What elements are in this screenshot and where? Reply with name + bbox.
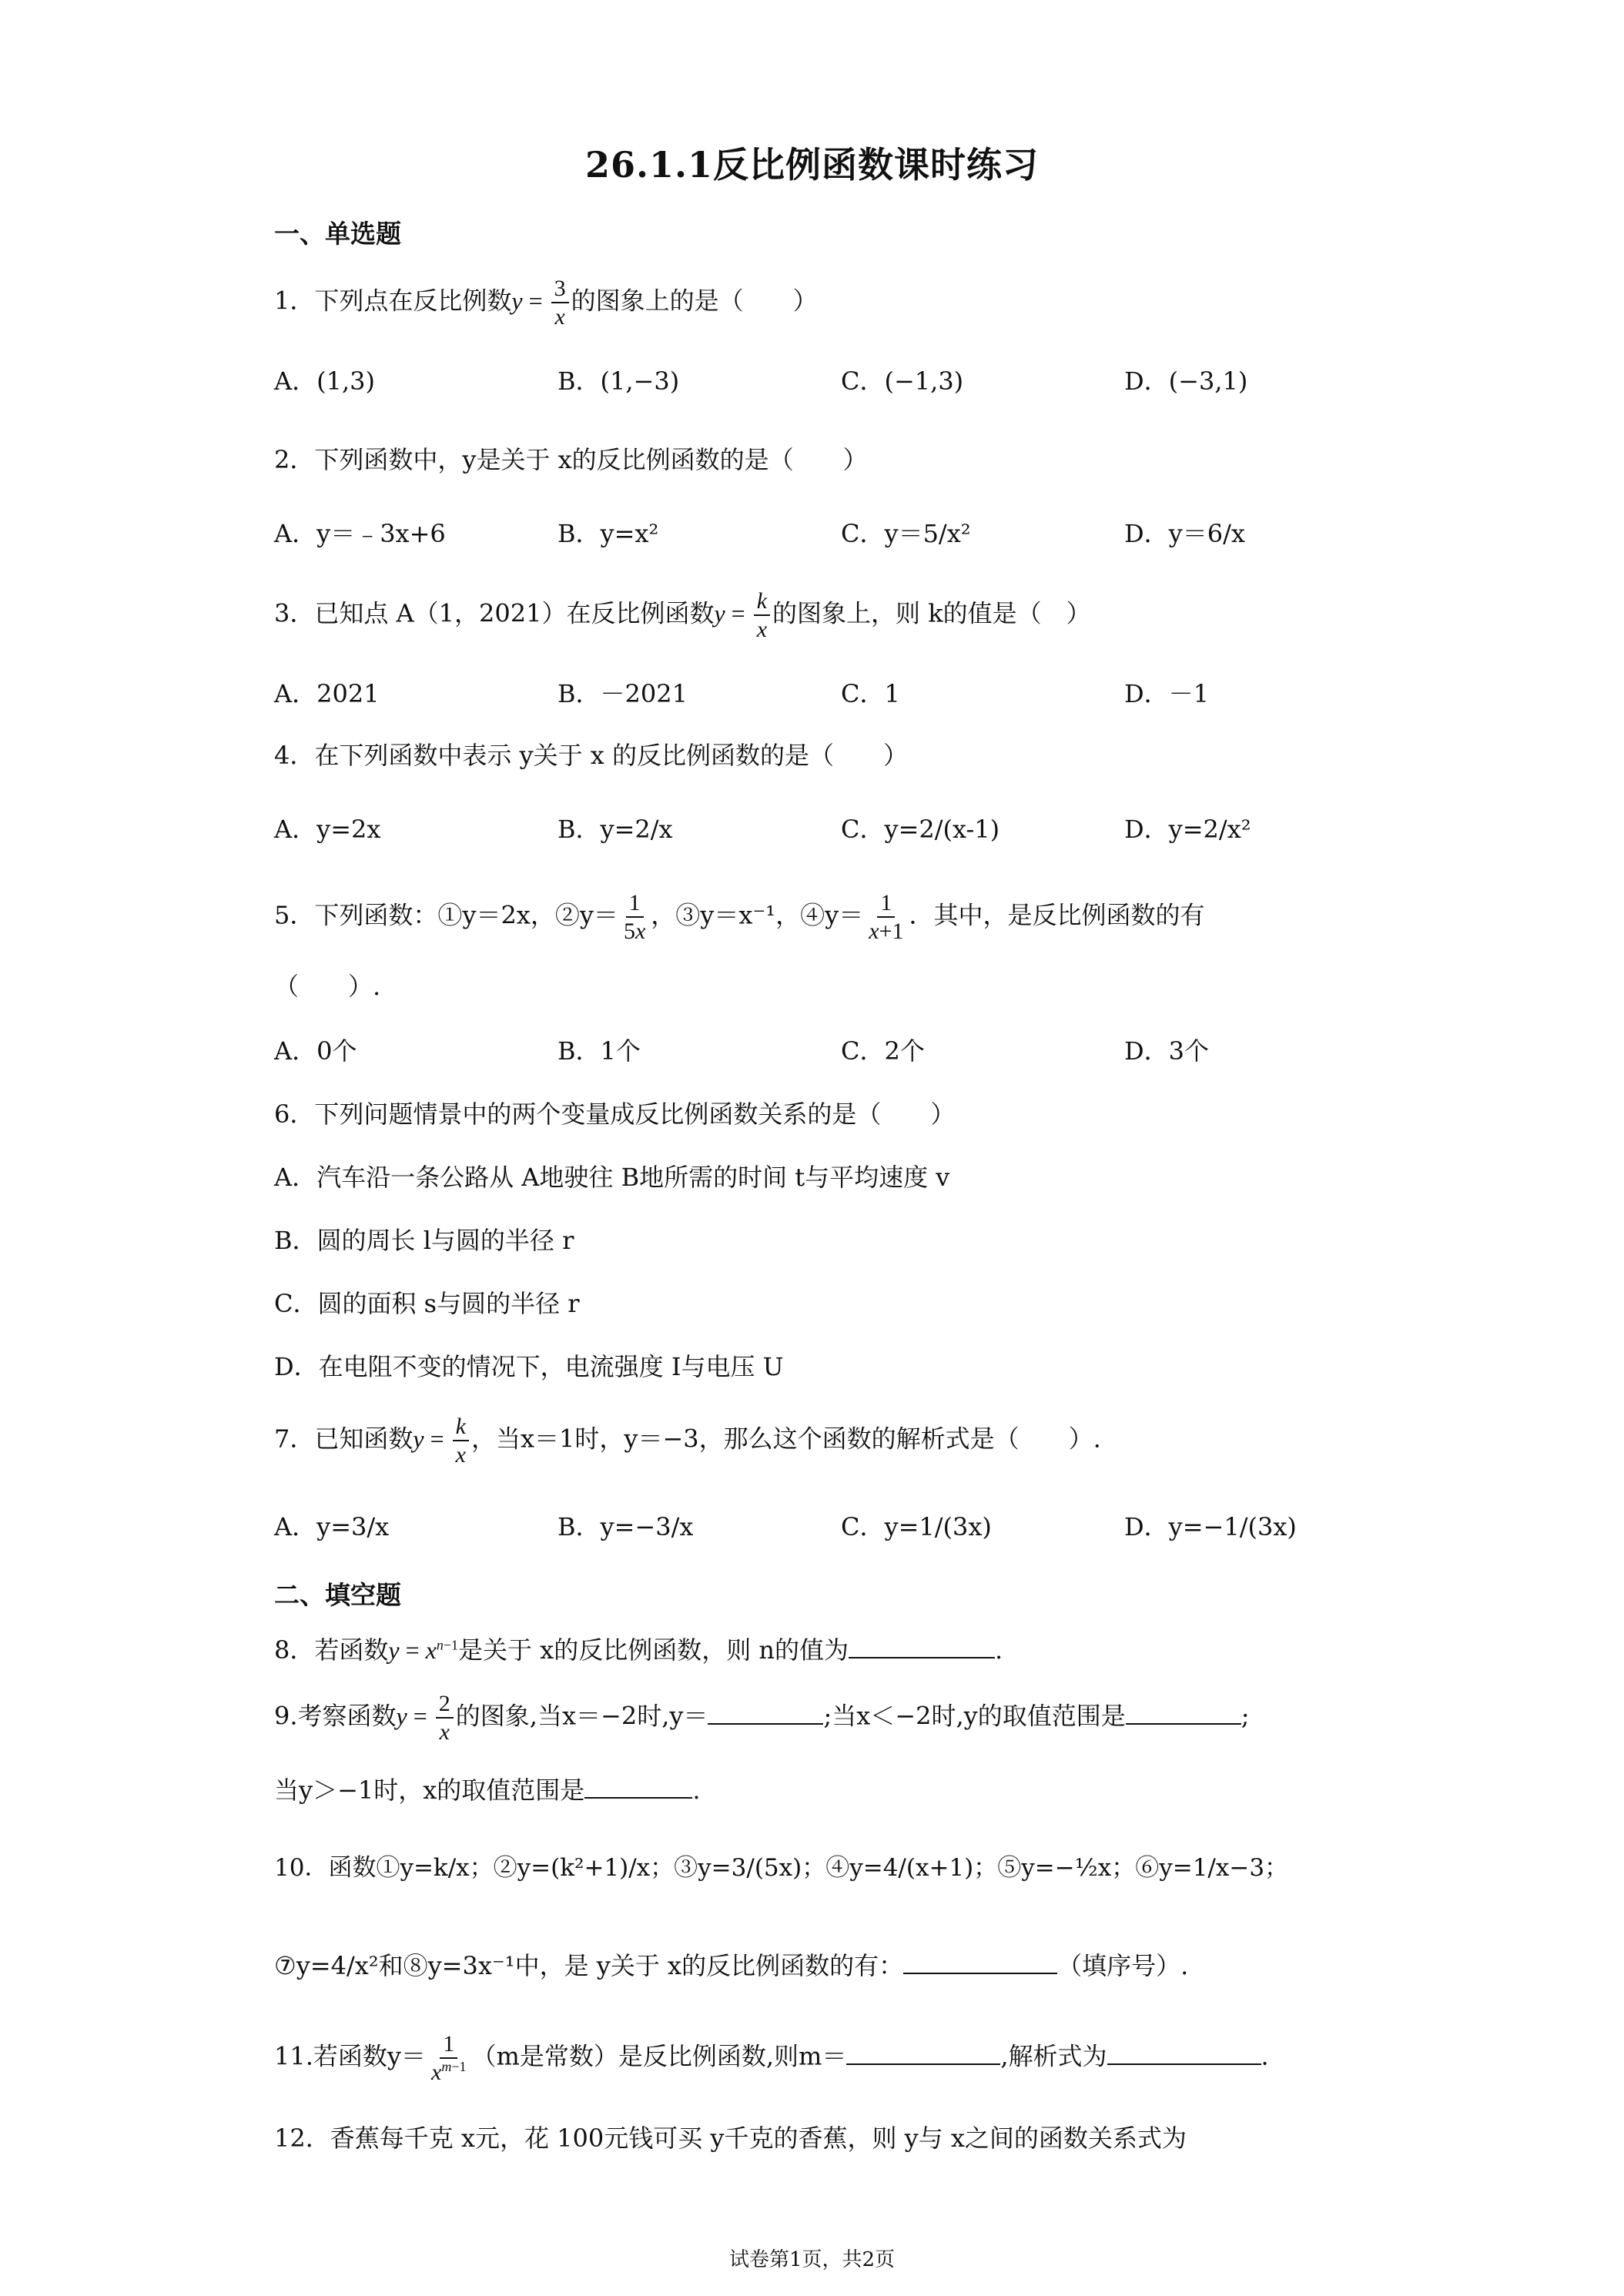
question-4: 4．在下列函数中表示 y关于 x 的反比例函数的是（ ） (274, 741, 909, 770)
q3-option-d[interactable]: D．－1 (1124, 679, 1210, 708)
q2-option-d[interactable]: D．y＝6/x (1124, 519, 1245, 548)
answer-blank[interactable] (1126, 1723, 1241, 1725)
answer-blank[interactable] (903, 1973, 1057, 1974)
q6-option-d[interactable]: D．在电阻不变的情况下，电流强度 I与电压 U (274, 1352, 784, 1381)
section-heading-single-choice: 一、单选题 (274, 219, 401, 249)
q1-option-a[interactable]: A．(1,3) (274, 366, 375, 396)
question-1-text-before: 1．下列点在反比例数 (274, 286, 512, 316)
question-8-end: . (995, 1635, 1003, 1665)
question-9-text-before: 9.考察函数 (274, 1701, 397, 1731)
q7-option-a[interactable]: A．y=3/x (274, 1512, 390, 1541)
question-7-text-mid: ，当x＝1时，y＝−3，那么这个函数的解析式是（ ）. (470, 1424, 1101, 1454)
question-5-text-after: ．其中，是反比例函数的有 (909, 900, 1205, 930)
question-9-line2-text: 当y＞−1时，x的取值范围是 (274, 1776, 585, 1805)
question-9: 9.考察函数y = $\frac{2}{x}$ 的图象,当x＝−2时,y＝ ;当x＜−2时,y的取值范围是 ; (274, 1691, 1250, 1745)
q7-option-b[interactable]: B．y=−3/x (558, 1512, 694, 1541)
q3-option-b[interactable]: B．－2021 (558, 679, 688, 708)
question-9-line2 (274, 1771, 700, 1806)
q6-option-b[interactable]: B．圆的周长 l与圆的半径 r (274, 1226, 574, 1255)
q5-option-c[interactable]: C．2个 (841, 1036, 925, 1066)
question-2: 2．下列函数中，y是关于 x的反比例函数的是（ ） (274, 445, 868, 474)
q5-option-a[interactable]: A．0个 (274, 1036, 357, 1066)
answer-blank[interactable] (846, 2063, 1000, 2065)
question-10-line2-after: （填序号）. (1057, 1951, 1189, 1980)
q5-option-b[interactable]: B．1个 (558, 1036, 641, 1066)
question-11: 11.若函数y＝ $\frac{1}{x^{m-1}}$ （m是常数）是反比例函数,则m＝ ,解析式为 . (274, 2031, 1269, 2085)
question-11-text-mid2: ,解析式为 (1000, 2041, 1107, 2071)
page-title: 26.1.1反比例函数课时练习 (584, 144, 1040, 186)
question-3-text-after: 的图象上，则 k的值是（ ） (772, 598, 1091, 628)
q5-option-d[interactable]: D．3个 (1124, 1036, 1210, 1066)
question-9-text-mid1: 的图象,当x＝−2时,y＝ (455, 1701, 708, 1731)
question-10-line2 (274, 1946, 1188, 1982)
question-8-text-after: 是关于 x的反比例函数，则 n的值为 (457, 1635, 849, 1665)
question-11-end: . (1261, 2041, 1269, 2071)
question-9-text-mid2: ;当x＜−2时,y的取值范围是 (823, 1701, 1126, 1731)
q2-option-c[interactable]: C．y＝5/x² (841, 519, 971, 548)
answer-blank[interactable] (849, 1657, 995, 1658)
q1-option-b[interactable]: B．(1,−3) (558, 366, 680, 396)
q4-option-b[interactable]: B．y=2/x (558, 815, 673, 844)
question-9-line2-end: . (692, 1776, 701, 1805)
q7-option-d[interactable]: D．y=−1/(3x) (1124, 1512, 1297, 1541)
question-11-text-before: 11.若函数y＝ (274, 2041, 426, 2071)
question-5-line2: （ ）. (274, 972, 381, 1001)
q2-option-a[interactable]: A．y＝﹣3x+6 (274, 519, 446, 548)
q4-option-d[interactable]: D．y=2/x² (1124, 815, 1251, 844)
answer-blank[interactable] (1107, 2063, 1261, 2065)
q7-option-c[interactable]: C．y=1/(3x) (841, 1512, 992, 1541)
answer-blank[interactable] (584, 1797, 692, 1799)
question-3-text-before: 3．已知点 A（1，2021）在反比例函数 (274, 598, 715, 628)
question-6: 6．下列问题情景中的两个变量成反比例函数关系的是（ ） (274, 1099, 956, 1129)
question-12: 12．香蕉每千克 x元，花 100元钱可买 y千克的香蕉，则 y与 x之间的函数关系式为 (274, 2124, 1187, 2153)
answer-blank[interactable] (708, 1723, 823, 1725)
q6-option-a[interactable]: A．汽车沿一条公路从 A地驶往 B地所需的时间 t与平均速度 v (274, 1163, 950, 1192)
question-7-text-before: 7．已知函数 (274, 1424, 414, 1454)
q1-option-c[interactable]: C．(−1,3) (841, 366, 964, 396)
q2-option-b[interactable]: B．y=x² (558, 519, 659, 548)
question-1-text-after: 的图象上的是（ ） (571, 286, 818, 316)
q3-option-c[interactable]: C．1 (841, 679, 900, 708)
question-10-line2-before: ⑦y=4/x²和⑧y=3x⁻¹中，是 y关于 x的反比例函数的有： (274, 1951, 904, 1980)
question-5: 5．下列函数：①y＝2x，②y＝ $\frac{1}{5x}$ ，③y＝x⁻¹，④y＝ $\frac{1}{x+1}$ ．其中，是反比例函数的有 (274, 890, 1205, 944)
question-5-text-before: 5．下列函数：①y＝2x，②y＝ (274, 900, 618, 930)
question-5-text-mid: ，③y＝x⁻¹，④y＝ (651, 900, 864, 930)
question-11-text-mid: （m是常数）是反比例函数,则m＝ (471, 2041, 847, 2071)
q6-option-c[interactable]: C．圆的面积 s与圆的半径 r (274, 1289, 580, 1318)
question-8: 8．若函数$y = x^{n-1}$是关于 x的反比例函数，则 n的值为 . (274, 1635, 1003, 1665)
q4-option-a[interactable]: A．y=2x (274, 815, 381, 844)
question-9-end: ; (1241, 1701, 1250, 1731)
section-heading-fill-blank: 二、填空题 (274, 1580, 401, 1610)
question-3: 3．已知点 A（1，2021）在反比例函数y = $\frac{k}{x}$ 的图象上，则 k的值是（ ） (274, 588, 1091, 642)
question-1: 1．下列点在反比例数y = $\frac{3}{x}$ 的图象上的是（ ） (274, 276, 818, 330)
q3-option-a[interactable]: A．2021 (274, 679, 380, 708)
q4-option-c[interactable]: C．y=2/(x-1) (841, 815, 1000, 844)
q1-option-d[interactable]: D．(−3,1) (1124, 366, 1248, 396)
question-7: 7．已知函数y = $\frac{k}{x}$ ，当x＝1时，y＝−3，那么这个函数的解析式是（ ）. (274, 1414, 1101, 1468)
question-10: 10．函数①y=k/x；②y=(k²+1)/x；③y=3/(5x)；④y=4/(x+1)；⑤y=−½x；⑥y=1/x−3； (274, 1854, 1289, 1882)
question-8-text-before: 8．若函数 (274, 1635, 389, 1665)
page-footer: 试卷第1页，共2页 (728, 2248, 896, 2271)
